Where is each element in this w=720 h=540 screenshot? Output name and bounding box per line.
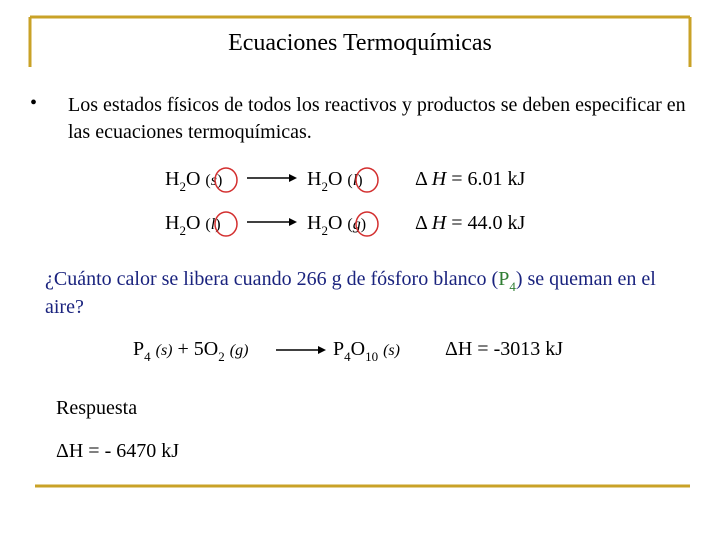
eq2-delta: Δ xyxy=(415,212,427,234)
eq2-h: H xyxy=(431,212,447,234)
answer-label: Respuesta xyxy=(56,397,138,419)
eq2-value: = 44.0 kJ xyxy=(446,212,526,234)
reaction-enthalpy: ΔH = -3013 kJ xyxy=(445,338,564,360)
eq2-reactant-circle xyxy=(215,212,237,236)
question-formula xyxy=(498,268,516,294)
reaction-rhs-state: (s) xyxy=(383,342,400,359)
eq1-reactant-state: s xyxy=(210,172,217,189)
question-part1: ¿Cuánto calor se libera cuando 266 g de fósforo blanco ( xyxy=(45,268,499,290)
reaction-lhs-sub: 4 xyxy=(144,349,151,364)
reaction-arrow xyxy=(276,342,326,358)
eq2-product-o: O xyxy=(327,212,343,234)
slide-title: Ecuaciones Termoquímicas xyxy=(228,30,492,56)
reaction-lhs xyxy=(133,338,249,364)
answer-value: ΔH = - 6470 kJ xyxy=(56,440,180,462)
eq1-h: H xyxy=(431,168,447,190)
eq2-product-sub: 2 xyxy=(321,223,328,238)
eq1-delta: Δ xyxy=(415,168,427,190)
bullet-text: Los estados físicos de todos los reactivos y productos se deben especificar en las ecuaciones termoquímicas. xyxy=(68,94,686,143)
eq2-reactant-state: l xyxy=(210,216,216,233)
eq1-product-sub: 2 xyxy=(321,179,328,194)
reaction-rhs-p-sub: 4 xyxy=(344,349,351,364)
eq2-reactant-h: H xyxy=(165,212,180,234)
eq1-product-state: l xyxy=(352,172,358,189)
eq1-reactant-h: H xyxy=(165,168,180,190)
eq2-reactant-sub: 2 xyxy=(179,223,186,238)
question-formula-sub: 4 xyxy=(509,279,516,294)
question-text xyxy=(45,266,665,321)
reaction-rhs xyxy=(333,338,400,364)
question-formula-p: P xyxy=(498,268,510,290)
reaction-rhs-o-sub: 10 xyxy=(365,349,379,364)
bullet-marker: • xyxy=(30,92,38,114)
eq1-reactant-o: O xyxy=(185,168,201,190)
eq2-product-circle xyxy=(356,212,378,236)
eq2-reactant-o: O xyxy=(185,212,201,234)
eq1-product-circle xyxy=(356,168,378,192)
reaction-lhs-p: P xyxy=(133,338,145,360)
question-part2: ) se queman en el aire? xyxy=(45,268,656,318)
eq2-product-h: H xyxy=(307,212,322,234)
reaction-o2-state: (g) xyxy=(229,342,249,359)
eq1-product-o: O xyxy=(327,168,343,190)
eq1-value: = 6.01 kJ xyxy=(446,168,526,190)
reaction-o2-sub: 2 xyxy=(218,349,225,364)
eq1-reactant-circle xyxy=(215,168,237,192)
eq1-reactant-sub: 2 xyxy=(179,179,186,194)
reaction-lhs-state: (s) xyxy=(155,342,173,359)
reaction-rhs-o: O xyxy=(350,338,366,360)
equation-1-reactant: $H_2O$ (s) xyxy=(165,168,223,194)
reaction-rhs-p: P xyxy=(333,338,345,360)
reaction-plus-o2: + 5O xyxy=(172,338,219,360)
eq2-product-state: g xyxy=(352,216,361,233)
eq1-product-h: H xyxy=(307,168,322,190)
equation-2-product: $H_2O$ (g) xyxy=(307,212,367,238)
equation-2-reactant: $H_2O$ (l) xyxy=(165,212,221,238)
equation-1-product: $H_2O$ (l) xyxy=(307,168,363,194)
